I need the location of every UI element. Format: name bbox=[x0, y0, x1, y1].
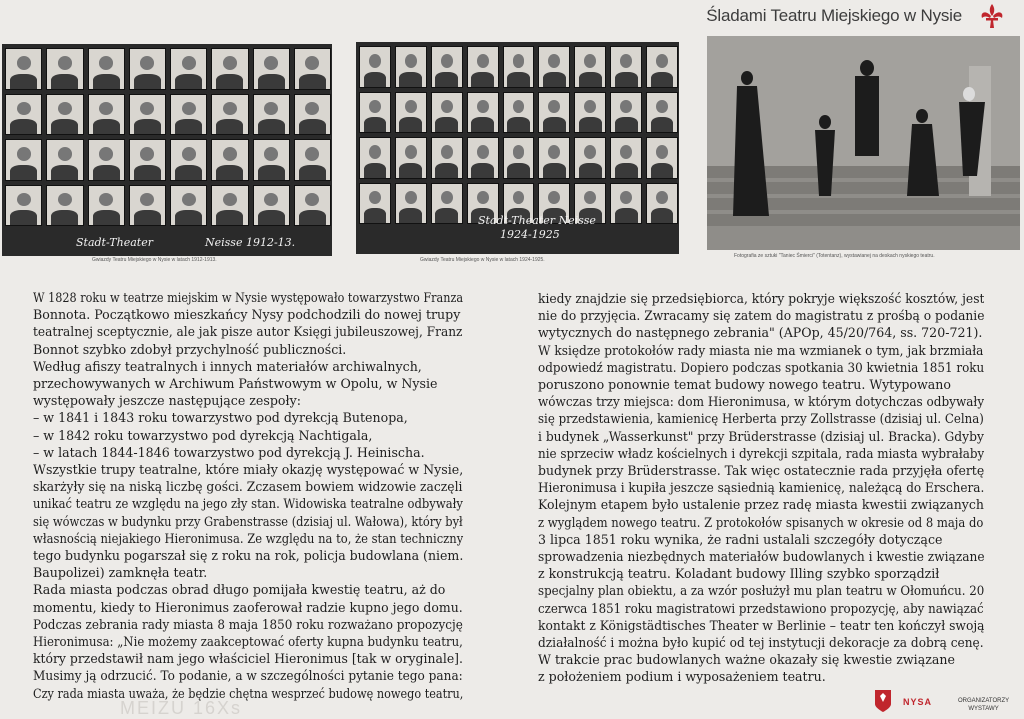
article-line: który przedstawił nam jego właściciel Hieronimus [tak w oryginale]. bbox=[33, 651, 463, 667]
portrait-photo bbox=[88, 185, 125, 227]
portrait-photo bbox=[359, 137, 391, 179]
portrait-photo bbox=[431, 46, 463, 88]
portrait-photo bbox=[5, 94, 42, 136]
portrait-photo bbox=[46, 48, 83, 90]
portrait-photo bbox=[610, 183, 642, 225]
portrait-photo bbox=[294, 139, 331, 181]
article-line: Podczas zebrania rady miasta 8 maja 1850 roku rozważano propozycję bbox=[33, 616, 463, 632]
article-line: kiedy znajdzie się przedsiębiorca, który pokryje większość kosztów, jest bbox=[538, 291, 985, 306]
article-line: Bonnot szybko zdobył przychylność publiczności. bbox=[33, 341, 347, 357]
portrait-photo bbox=[88, 139, 125, 181]
article-line: specjalny plan obiektu, a za wzór posłużył mu plan teatru w Ołomuńcu. 20 bbox=[538, 583, 985, 599]
portrait-photo bbox=[294, 94, 331, 136]
organizers-line-2: WYSTAWY bbox=[968, 706, 999, 712]
portrait-photo bbox=[431, 137, 463, 179]
article-line: z konstrukcją teatru. Koladant budowy Illing szybko sporządził bbox=[538, 566, 940, 582]
portrait-photo bbox=[467, 137, 499, 179]
photo-label-right: 1924-1925 bbox=[500, 228, 560, 241]
portrait-photo bbox=[646, 46, 678, 88]
portrait-photo bbox=[574, 92, 606, 134]
portrait-photo bbox=[294, 185, 331, 227]
nysa-logo: NYSA bbox=[903, 697, 933, 707]
portrait-photo bbox=[211, 94, 248, 136]
article-line: działalność i można było kupić od tej instytucji dekoracje za dobrą cenę. bbox=[538, 635, 984, 651]
article-line: się wówczas w budynku przy Grabenstrasse (dzisiaj ul. Wałowa), który był bbox=[33, 513, 463, 529]
article-line: tego budynku pogarszał się z roku na rok, policja budowlana (niem. bbox=[33, 548, 463, 564]
portrait-photo bbox=[294, 48, 331, 90]
article-line: Rada miasta podczas obrad długo pomijała kwestię teatru, aż do bbox=[33, 582, 446, 598]
portrait-photo bbox=[610, 46, 642, 88]
portrait-photo bbox=[359, 183, 391, 225]
article-line: Bonnota. Początkowo mieszkańcy Nysy podchodzili do nowej trupy bbox=[33, 307, 461, 323]
article-line: Hieronimusa i kupiła jeszcze sąsiednią kamienicę, należącą do Erschera. bbox=[538, 480, 984, 496]
portrait-photo bbox=[359, 46, 391, 88]
portrait-photo bbox=[359, 92, 391, 134]
article-line: się przedstawienia, kamienicę Herberta przy Zollstrasse (dzisiaj ul. Celna) bbox=[538, 411, 984, 427]
portrait-photo bbox=[467, 46, 499, 88]
portrait-photo bbox=[5, 185, 42, 227]
photo-caption: Fotografia ze sztuki "Taniec Śmierci" (Totentanz), wystawianej na deskach nyskiego teatru. bbox=[734, 253, 935, 259]
article-line: odpowiedź magistratu. Dopiero podczas spotkania 30 kwietnia 1851 roku bbox=[538, 359, 985, 375]
portrait-photo bbox=[253, 48, 290, 90]
article-line: kontakt z Königstädtisches Theater w Berlinie – teatr ten kończył swoją bbox=[538, 617, 985, 633]
article-line: z położeniem podium i wyposażeniem teatru. bbox=[538, 669, 826, 685]
article-line: Kolejnym etapem było ustalenie przez radę miasta kwestii związanych bbox=[538, 497, 984, 513]
article-line: 3 lipca 1851 roku wynika, że radni ustalali szczegóły dotyczące bbox=[538, 531, 943, 547]
portrait-photo bbox=[395, 46, 427, 88]
portrait-photo bbox=[88, 94, 125, 136]
portrait-photo bbox=[129, 48, 166, 90]
article-line: Hieronimusa: „Nie możemy zaakceptować oferty kupna budynku teatru, bbox=[33, 634, 463, 650]
photo-caption: Gwiazdy Teatru Miejskiego w Nysie w latach 1924-1925. bbox=[420, 257, 545, 263]
portrait-photo bbox=[467, 92, 499, 134]
portrait-photo bbox=[646, 92, 678, 134]
photo-label-left: Stadt-Theater Neisse bbox=[478, 214, 596, 227]
article-line: skarżyły się na niską liczbę gości. Zczasem bowiem widzowie zaczęli bbox=[33, 479, 463, 495]
article-line: z wyglądem nowego teatru. Z protokołów spisanych w okresie od 8 maja do bbox=[538, 514, 984, 530]
portrait-photo bbox=[538, 46, 570, 88]
portrait-photo bbox=[538, 137, 570, 179]
article-line: wówczas trzy miejsca: dom Hieronimusa, w którym dotychczas odbywały bbox=[538, 394, 984, 410]
article-line: momentu, kiedy to Hieronimus zaoferował radzie kupno jego domu. bbox=[33, 599, 463, 615]
article-line: występowały jeszcze następujące zespoły: bbox=[33, 393, 301, 409]
portrait-photo bbox=[129, 94, 166, 136]
portrait-photo bbox=[129, 185, 166, 227]
article-line: czerwca 1851 roku magistratowi przedstawiono propozycję, aby nawiązać bbox=[538, 600, 984, 616]
article-line: – w 1842 roku towarzystwo pod dyrekcją Nachtigala, bbox=[33, 427, 373, 443]
portrait-photo bbox=[253, 139, 290, 181]
article-line: nie do przyjęcia. Zwracamy się zatem do magistratu z prośbą o podanie bbox=[538, 308, 985, 324]
article-line: unikać teatru ze względu na jego zły stan. Widowiska teatralne odbywały bbox=[33, 496, 463, 512]
portrait-photo bbox=[211, 185, 248, 227]
portrait-photo bbox=[211, 48, 248, 90]
portrait-photo bbox=[170, 48, 207, 90]
portrait-photo bbox=[253, 185, 290, 227]
portrait-photo bbox=[395, 137, 427, 179]
photo-totentanz-scene bbox=[707, 36, 1020, 250]
portrait-photo bbox=[395, 183, 427, 225]
portrait-photo bbox=[574, 137, 606, 179]
article-line: W trakcie prac budowlanych ważne okazały się kwestie związane bbox=[538, 652, 955, 668]
portrait-photo bbox=[170, 139, 207, 181]
portrait-photo bbox=[503, 92, 535, 134]
portrait-photo bbox=[574, 46, 606, 88]
article-line: sprowadzenia niezbędnych materiałów budowlanych i kwestie związane bbox=[538, 549, 985, 565]
photo-caption: Gwiazdy Teatru Miejskiego w Nysie w latach 1912-1913. bbox=[92, 257, 217, 263]
page-title: Śladami Teatru Miejskiego w Nysie bbox=[706, 6, 962, 25]
portrait-photo bbox=[610, 92, 642, 134]
portrait-photo bbox=[88, 48, 125, 90]
portrait-photo bbox=[646, 137, 678, 179]
coat-of-arms-icon bbox=[875, 690, 891, 712]
portrait-photo bbox=[170, 185, 207, 227]
article-line: Musimy ją odrzucić. To podanie, a w szczególności pytanie tego pana: bbox=[33, 668, 463, 684]
article-line: Według afiszy teatralnych i innych materiałów archiwalnych, bbox=[33, 358, 422, 374]
portrait-photo bbox=[646, 183, 678, 225]
article-line: własnością niejakiego Hieronimusa. Ze względu na to, że stan techniczny bbox=[33, 530, 464, 546]
portrait-photo bbox=[503, 46, 535, 88]
portrait-photo bbox=[431, 183, 463, 225]
portrait-photo bbox=[5, 139, 42, 181]
article-line: teatralnej sceptycznie, ale jak pisze autor Księgi jubileuszowej, Franz bbox=[33, 324, 463, 340]
portrait-photo bbox=[253, 94, 290, 136]
watermark: MEIZU 16Xs bbox=[120, 698, 243, 718]
portrait-photo bbox=[5, 48, 42, 90]
article-left-column bbox=[33, 289, 463, 702]
portrait-photo bbox=[395, 92, 427, 134]
article-line: przechowywanych w Archiwum Państwowym w Opolu, w Nysie bbox=[33, 376, 438, 392]
article-line: i budynek „Wasserkunst" przy Brüderstrasse (dzisiaj ul. Bracka). Gdyby bbox=[538, 428, 984, 444]
article-line: W 1828 roku w teatrze miejskim w Nysie występowało towarzystwo Franza bbox=[33, 290, 463, 305]
portrait-photo bbox=[46, 139, 83, 181]
article-line: Wszystkie trupy teatralne, które miały okazję występować w Nysie, bbox=[33, 462, 463, 478]
portrait-photo bbox=[170, 94, 207, 136]
portrait-photo bbox=[46, 185, 83, 227]
fleur-de-lis-icon bbox=[978, 2, 1006, 30]
article-line: Czy rada miasta uważa, że będzie chętna wesprzeć budowę nowego teatru, bbox=[33, 685, 464, 701]
photo-label-right: Neisse 1912-13. bbox=[205, 236, 296, 249]
photo-stars-1912 bbox=[2, 44, 332, 256]
article-line: – w latach 1844-1846 towarzystwo pod dyrekcją J. Heinischa. bbox=[33, 444, 425, 460]
portrait-photo bbox=[610, 137, 642, 179]
article-line: budynek przy Brüderstrasse. Tak więc ostatecznie rada przyjęła ofertę bbox=[538, 463, 985, 479]
article-line: wytycznych do następnego zebrania" (APOp, 45/20/764, ss. 720-721). bbox=[538, 325, 983, 341]
article-line: W księdze protokołów rady miasta nie ma wzmianek o tym, jak brzmiała bbox=[538, 342, 984, 358]
article-line: – w 1841 i 1843 roku towarzystwo pod dyrekcją Butenopa, bbox=[33, 410, 408, 426]
portrait-photo bbox=[431, 92, 463, 134]
portrait-photo bbox=[129, 139, 166, 181]
portrait-photo bbox=[211, 139, 248, 181]
article-right-column bbox=[538, 290, 984, 686]
article-line: poruszono ponownie temat budowy nowego teatru. Wytypowano bbox=[538, 377, 951, 393]
organizers-line-1: ORGANIZATORZY bbox=[958, 698, 1010, 704]
portrait-photo bbox=[538, 92, 570, 134]
organizers-label bbox=[958, 697, 1009, 713]
article-line: Baupolizei) zamknęła teatr. bbox=[33, 565, 208, 581]
article-line: nie sprzeciw władz kościelnych i dyrekcji szpitala, rada miasta wybrałaby bbox=[538, 445, 985, 461]
photo-label-left: Stadt-Theater bbox=[76, 236, 153, 249]
portrait-photo bbox=[503, 137, 535, 179]
portrait-photo bbox=[46, 94, 83, 136]
